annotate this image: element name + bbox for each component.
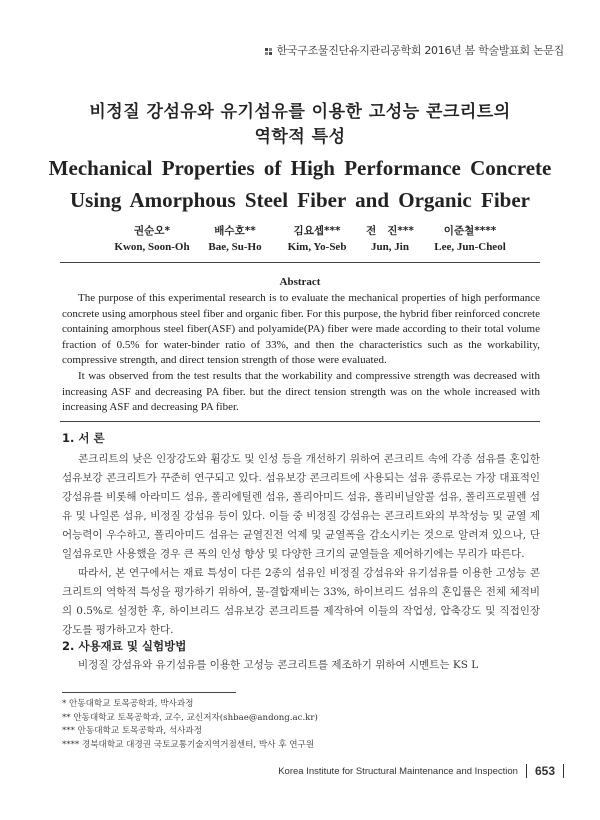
abstract-body bbox=[62, 291, 540, 416]
author-name-en: Kwon, Soon-Oh bbox=[114, 241, 190, 253]
abstract-paragraph-2: It was observed from the test results that the workability and compressive strength was decreased with increasing ASF and decreasing PA fiber. but the direct tension strength was on the whole increased with increasing ASF and decreasing PA fiber. bbox=[62, 369, 540, 414]
author-name-ko: 배수호** bbox=[214, 225, 256, 237]
section-1-heading: 1. 서 론 bbox=[62, 431, 105, 445]
author-name-en: Jun, Jin bbox=[371, 241, 409, 253]
section-2-paragraph-1: 비정질 강섬유와 유기섬유를 이용한 고성능 콘크리트를 제조하기 위하여 시멘트는 KS L bbox=[78, 659, 479, 671]
section-1-paragraph-1: 콘크리트의 낮은 인장강도와 휨강도 및 인성 등을 개선하기 위하여 콘크리트 속에 각종 섬유를 혼입한 섬유보강 콘크리트가 꾸준히 연구되고 있다. 섬유보강 콘크리트에 사용되는 섬유 종류로는 가장 대표적인 강섬유를 비롯해 아라미드 섬유, 폴리에틸렌 섬유, 폴리아미드 섬유, 폴리비닐알콜 섬유, 폴리프로필렌 섬유 및 나일론 섬유, 비정질 강섬유 등이 있다. 이들 중 비정질 강섬유는 콘크리트와의 부착성능 및 균열 제어능력이 우수하고, 폴리아미드 섬유는 균열진전 억제 및 균열폭을 감소시키는 것으로 알려져 있으나, 단일섬유로만 사용했을 경우 큰 폭의 인성 향상 및 다양한 크기의 균열들을 제어하기에는 무리가 따른다. bbox=[62, 453, 540, 560]
footnote: **** 경북대학교 대경권 국토교통기술지역거점센터, 박사 후 연구원 bbox=[62, 739, 315, 750]
korean-title bbox=[0, 100, 600, 150]
author-name-ko: 권순오* bbox=[134, 225, 170, 237]
author-name-ko: 전 진*** bbox=[366, 225, 414, 237]
diamond-cluster-icon bbox=[264, 46, 273, 55]
page-footer bbox=[278, 764, 564, 778]
footnote: *** 안동대학교 토목공학과, 석사과정 bbox=[62, 726, 203, 736]
running-head bbox=[264, 42, 564, 58]
english-title-line-2: Using Amorphous Steel Fiber and Organic Fiber bbox=[70, 188, 530, 212]
abstract-heading: Abstract bbox=[279, 276, 321, 288]
section-2-heading: 2. 사용재료 및 실험방법 bbox=[62, 639, 187, 653]
author-name-en: Kim, Yo-Seb bbox=[287, 241, 347, 253]
running-head-text: 한국구조물진단유지관리공학회 2016년 봄 학술발표회 논문집 bbox=[276, 44, 564, 57]
footer-organization: Korea Institute for Structural Maintenance and Inspection bbox=[278, 765, 518, 777]
author-name-ko: 김요셉*** bbox=[293, 225, 341, 237]
footer-separator bbox=[526, 764, 527, 778]
author-name-en: Bae, Su-Ho bbox=[208, 241, 262, 253]
footnote: ** 안동대학교 토목공학과, 교수, 교신저자(shbae@andong.ac.kr) bbox=[62, 712, 318, 723]
section-2-body bbox=[62, 656, 540, 675]
english-title bbox=[0, 152, 600, 216]
footnote-rule bbox=[62, 692, 236, 693]
korean-title-line-1: 비정질 강섬유와 유기섬유를 이용한 고성능 콘크리트의 bbox=[89, 102, 511, 122]
english-title-line-1: Mechanical Properties of High Performance Concrete bbox=[48, 156, 552, 180]
footnotes bbox=[62, 698, 462, 752]
author-name-en: Lee, Jun-Cheol bbox=[434, 241, 506, 253]
footer-separator bbox=[563, 764, 564, 778]
author-name-ko: 이준철**** bbox=[443, 225, 497, 237]
section-1-body bbox=[62, 450, 540, 640]
page-number: 653 bbox=[534, 764, 555, 778]
korean-title-line-2: 역학적 특성 bbox=[254, 127, 346, 147]
footnote: * 안동대학교 토목공학과, 박사과정 bbox=[62, 699, 194, 709]
section-1-paragraph-2: 따라서, 본 연구에서는 재료 특성이 다른 2종의 섬유인 비정질 강섬유와 유기섬유를 이용한 고성능 콘크리트의 역학적 특성을 평가하기 위하여, 물-결합재비는 33%, 하이브리드 섬유의 혼입률은 전체 체적비의 0.5%로 설정한 후, 하이브리드 섬유보강 콘크리트를 제작하여 이들의 작업성, 압축강도 및 직접인장강도를 평가하고자 한다. bbox=[62, 567, 540, 636]
abstract-top-rule bbox=[60, 262, 540, 263]
abstract-bottom-rule bbox=[60, 421, 540, 422]
author-5 bbox=[415, 223, 525, 255]
abstract-paragraph-1: The purpose of this experimental research is to evaluate the mechanical properties of high performance concrete using amorphous steel fiber and organic fiber. For this purpose, the hybrid fiber reinforced concrete containing amorphous steel fiber(ASF) and polyamide(PA) fiber were made according to their total volume fraction of 0.5% for water-binder ratio of 33%, and then the characteristics such as the workability, compressive strength, and direct tension strength of those were evaluated. bbox=[62, 292, 540, 367]
